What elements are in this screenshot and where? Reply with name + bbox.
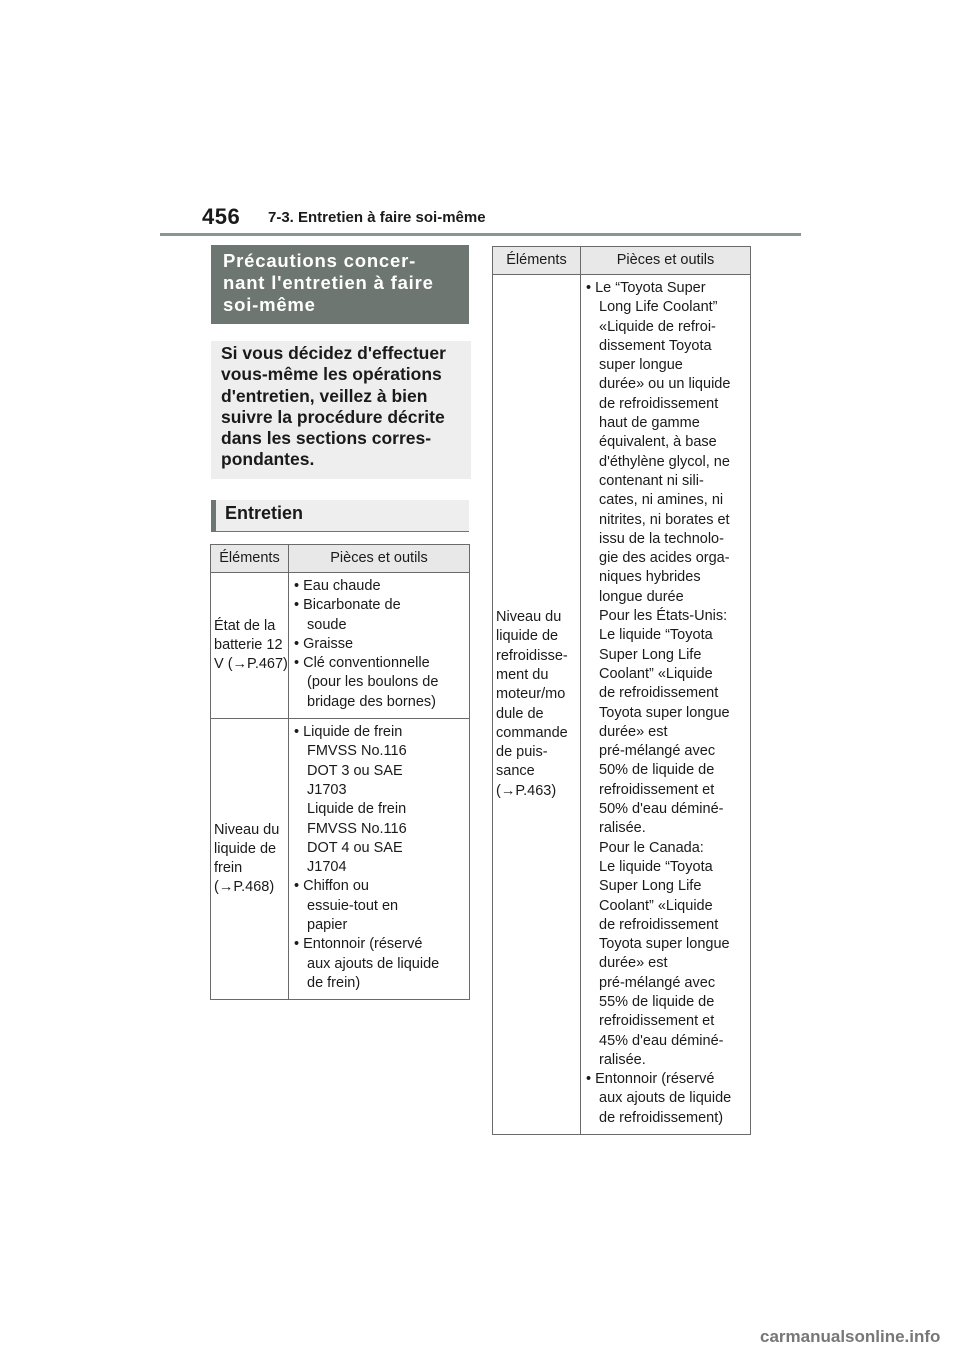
tool-line: Liquide de frein <box>307 801 407 818</box>
tools-cell <box>581 275 751 1135</box>
item-line: de puis- <box>496 744 548 761</box>
tool-line: gie des acides orga- <box>599 550 730 567</box>
tool-line: de refroidissement <box>599 395 719 412</box>
tool-line: refroidissement et <box>599 1013 715 1030</box>
tool-line: 55% de liquide de <box>599 993 715 1010</box>
table-body <box>493 275 751 1135</box>
maintenance-table-left <box>210 544 470 1000</box>
maintenance-table-right <box>492 246 751 1135</box>
tools-cell <box>289 719 470 1000</box>
subheading-entretien: Entretien <box>211 500 469 532</box>
item-line: (→P.468) <box>214 879 275 896</box>
tool-line: FMVSS No.116 <box>307 743 407 760</box>
tool-line: essuie-tout en <box>307 897 399 914</box>
page-number: 456 <box>202 204 241 229</box>
tool-line: d'éthylène glycol, ne <box>599 453 730 470</box>
title-line: soi-même <box>223 294 316 315</box>
column-header-items: Éléments <box>211 545 289 573</box>
tool-line: niques hybrides <box>599 569 701 586</box>
watermark: carmanualsonline.info <box>760 1327 941 1346</box>
tool-line: J1703 <box>307 781 347 798</box>
intro-line: d'entretien, veillez à bien <box>221 385 428 406</box>
tool-line: J1704 <box>307 859 347 876</box>
header-divider <box>160 233 801 236</box>
tool-line: aux ajouts de liquide <box>599 1090 732 1107</box>
tool-line: DOT 3 ou SAE <box>307 762 403 779</box>
tool-bullet: • Liquide de frein <box>294 724 403 741</box>
tool-line: issu de la technolo- <box>599 530 724 547</box>
tool-line: Pour les États-Unis: <box>599 608 728 625</box>
item-line: État de la <box>214 617 276 634</box>
tool-line: contenant ni sili- <box>599 472 704 489</box>
intro-line: vous-même les opérations <box>221 364 442 385</box>
tool-line: Le liquide “Toyota <box>599 627 713 644</box>
item-line: commande <box>496 724 568 741</box>
column-header-tools: Pièces et outils <box>289 545 470 573</box>
section-title-box <box>211 245 469 324</box>
tool-line: pré-mélangé avec <box>599 974 716 991</box>
table-body <box>211 573 470 1000</box>
item-line: liquide de <box>496 628 559 645</box>
item-cell <box>211 719 289 1000</box>
tool-line: Coolant” «Liquide <box>599 897 713 914</box>
tool-line: super longue <box>599 357 683 374</box>
tool-bullet: • Entonnoir (réservé <box>586 1071 715 1088</box>
item-line: frein <box>214 860 243 877</box>
tool-line: bridage des bornes) <box>307 693 436 710</box>
tool-line: «Liquide de refroi- <box>599 318 716 335</box>
item-line: sance <box>496 763 535 780</box>
intro-box <box>211 341 471 479</box>
tool-line: 50% de liquide de <box>599 762 715 779</box>
item-line: moteur/mo <box>496 686 566 703</box>
column-header-tools: Pièces et outils <box>581 247 751 275</box>
item-line: V (→P.467) <box>214 656 288 673</box>
item-line: batterie 12 <box>214 636 283 653</box>
item-line: refroidisse- <box>496 647 568 664</box>
tool-line: dissement Toyota <box>599 337 712 354</box>
item-line: (→P.463) <box>496 782 557 799</box>
tool-line: (pour les boulons de <box>307 674 439 691</box>
item-cell <box>493 275 581 1135</box>
tool-line: refroidissement et <box>599 781 715 798</box>
tool-line: Long Life Coolant” <box>599 299 718 316</box>
section-header: 7-3. Entretien à faire soi-même <box>268 209 486 226</box>
tool-line: ralisée. <box>599 820 646 837</box>
tool-line: durée» ou un liquide <box>599 376 731 393</box>
tool-line: Le liquide “Toyota <box>599 858 713 875</box>
tool-line: Super Long Life <box>599 878 702 895</box>
intro-line: Si vous décidez d'effectuer <box>221 343 446 363</box>
tool-bullet: • Le “Toyota Super <box>586 280 706 296</box>
table-row <box>493 275 751 1135</box>
tool-line: aux ajouts de liquide <box>307 955 440 972</box>
table-row <box>211 573 470 719</box>
tool-line: Pour le Canada: <box>599 839 704 856</box>
tool-line: ralisée. <box>599 1051 646 1068</box>
tool-bullet: • Eau chaude <box>294 578 381 594</box>
tool-line: durée» est <box>599 955 668 972</box>
item-line: liquide de <box>214 840 277 857</box>
tool-bullet: • Clé conventionnelle <box>294 655 430 672</box>
tool-line: Coolant” «Liquide <box>599 665 713 682</box>
tool-line: papier <box>307 917 348 934</box>
tool-bullet: • Chiffon ou <box>294 878 369 895</box>
item-line: Niveau du <box>214 821 280 838</box>
tool-line: de refroidissement <box>599 916 719 933</box>
tool-line: de refroidissement <box>599 685 719 702</box>
tool-line: Toyota super longue <box>599 704 730 721</box>
table-row <box>211 719 470 1000</box>
title-line: Précautions concer- <box>223 250 417 271</box>
tool-bullet: • Bicarbonate de <box>294 597 401 614</box>
tool-line: Super Long Life <box>599 646 702 663</box>
intro-line: pondantes. <box>221 449 315 470</box>
tool-line: 45% d'eau déminé- <box>599 1032 724 1049</box>
tool-line: haut de gamme <box>599 415 700 432</box>
item-line: Niveau du <box>496 609 562 626</box>
tool-line: nitrites, ni borates et <box>599 511 730 528</box>
tool-line: durée» est <box>599 723 668 740</box>
tool-line: cates, ni amines, ni <box>599 492 724 509</box>
tool-bullet: • Entonnoir (réservé <box>294 936 423 953</box>
item-line: ment du <box>496 666 549 683</box>
tool-line: 50% d'eau déminé- <box>599 801 724 818</box>
intro-line: dans les sections corres- <box>221 428 432 449</box>
tool-line: de frein) <box>307 974 361 991</box>
tools-cell <box>289 573 470 719</box>
column-header-items: Éléments <box>493 247 581 275</box>
tool-line: équivalent, à base <box>599 434 717 451</box>
title-line: nant l'entretien à faire <box>223 272 434 293</box>
item-line: dule de <box>496 705 544 722</box>
tool-line: de refroidissement) <box>599 1109 724 1126</box>
tool-line: pré-mélangé avec <box>599 743 716 760</box>
tool-line: soude <box>307 616 347 633</box>
tool-line: DOT 4 ou SAE <box>307 839 403 856</box>
tool-bullet: • Graisse <box>294 635 354 652</box>
tool-line: longue durée <box>599 588 684 605</box>
intro-line: suivre la procédure décrite <box>221 406 445 427</box>
tool-line: Toyota super longue <box>599 936 730 953</box>
item-cell <box>211 573 289 719</box>
tool-line: FMVSS No.116 <box>307 820 407 837</box>
